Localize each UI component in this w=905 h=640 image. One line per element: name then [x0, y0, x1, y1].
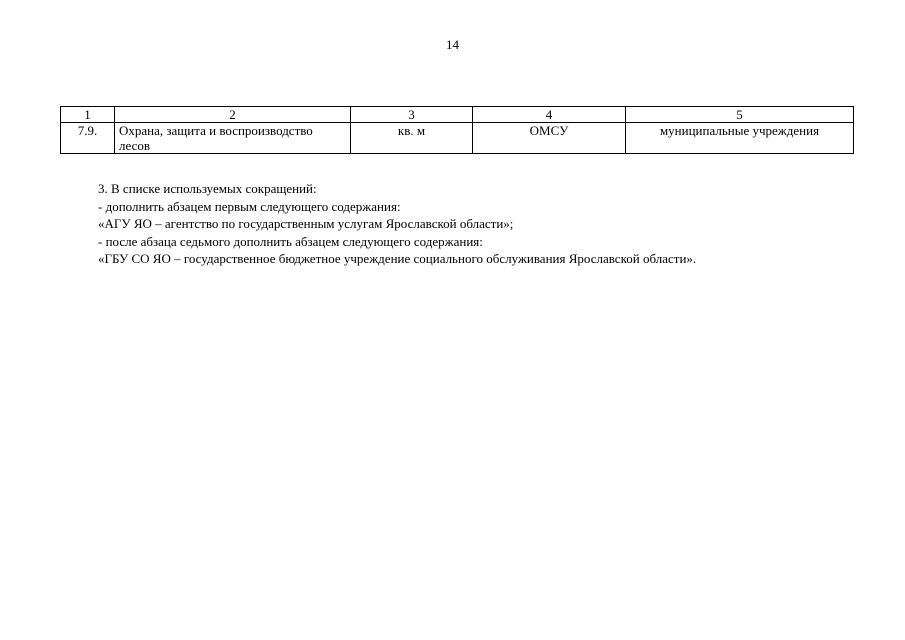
table-header-cell: 5: [626, 107, 854, 123]
paragraph: «ГБУ СО ЯО – государственное бюджетное учреждение социального обслуживания Ярославской области».: [98, 251, 697, 266]
authority-cell: ОМСУ: [473, 123, 626, 154]
table-header-row: [61, 107, 854, 123]
service-name-cell: Охрана, защита и воспроизводство лесов: [115, 123, 351, 154]
services-table: [60, 106, 854, 154]
table-header-cell: 3: [351, 107, 473, 123]
paragraph: - после абзаца седьмого дополнить абзацем следующего содержания:: [98, 233, 483, 249]
amendment-text: [98, 180, 838, 268]
table-header-cell: 1: [61, 107, 115, 123]
unit-cell: кв. м: [351, 123, 473, 154]
table-header-cell: 2: [115, 107, 351, 123]
paragraph: 3. В списке используемых сокращений:: [98, 181, 317, 196]
table-header-cell: 4: [473, 107, 626, 123]
paragraph: «АГУ ЯО – агентство по государственным услугам Ярославской области»;: [98, 216, 514, 231]
page-number: 14: [446, 37, 459, 52]
provider-cell: муниципальные учреждения: [626, 123, 854, 154]
table-row: [61, 123, 854, 154]
paragraph: - дополнить абзацем первым следующего содержания:: [98, 198, 401, 214]
row-number-cell: 7.9.: [61, 123, 115, 154]
